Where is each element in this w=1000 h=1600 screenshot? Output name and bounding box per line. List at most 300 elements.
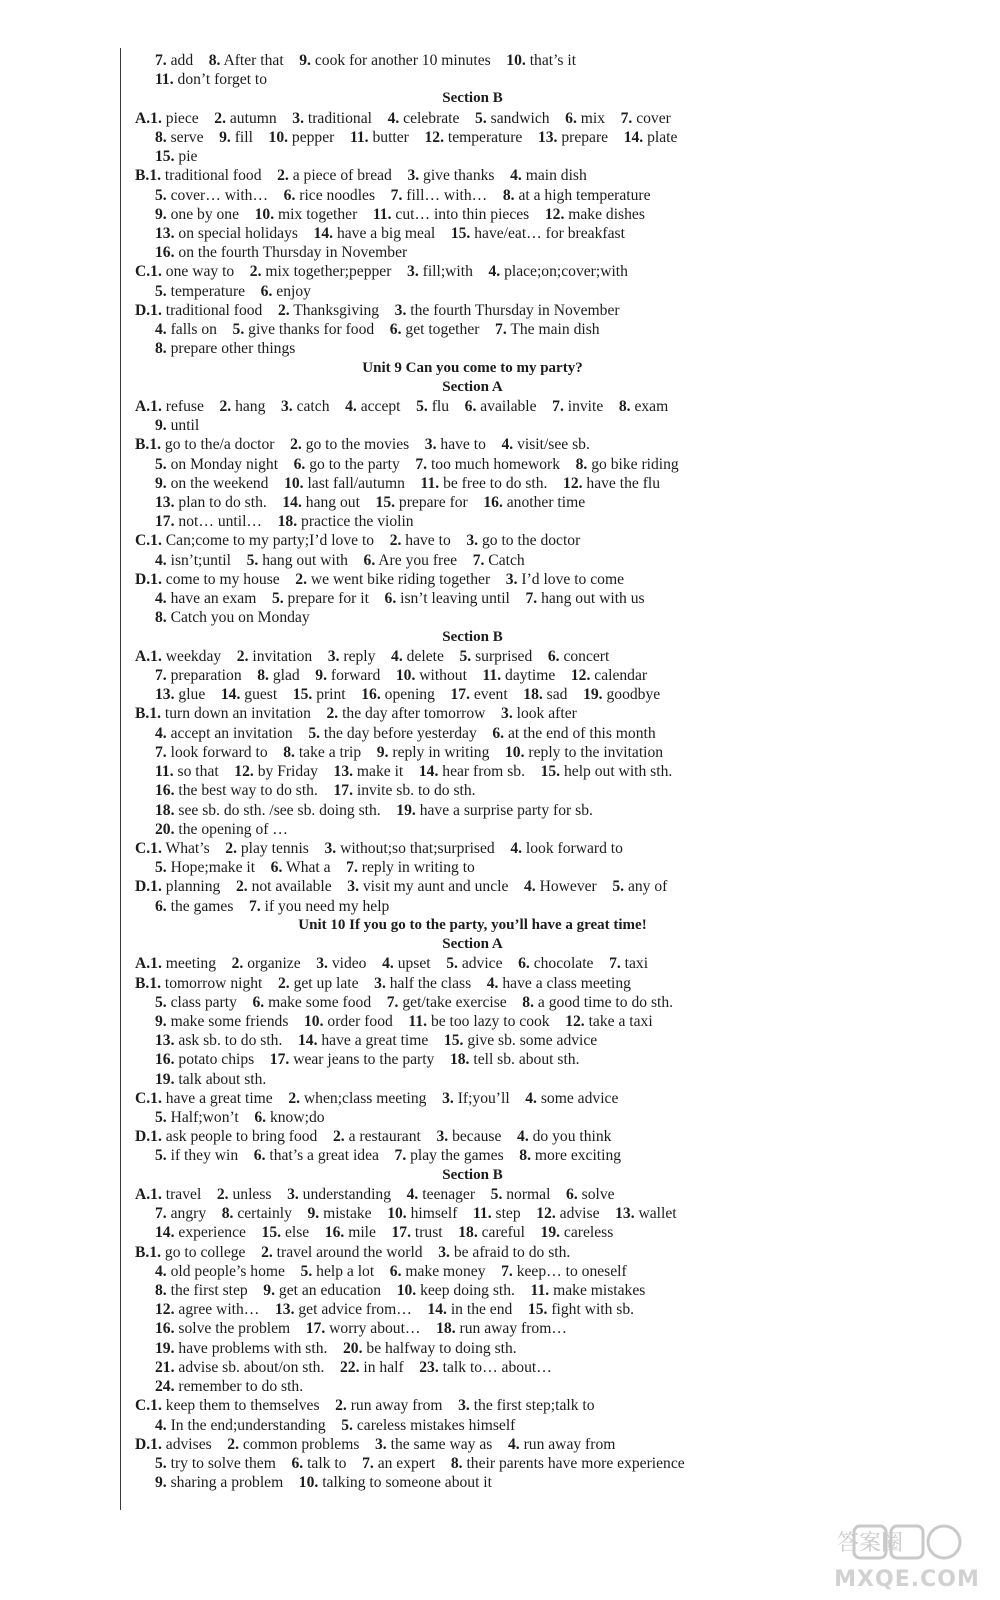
answer-item xyxy=(271,859,331,876)
answer-text: unless xyxy=(232,1185,272,1203)
answer-text: give sb. some advice xyxy=(467,1032,598,1050)
answer-line xyxy=(135,647,995,666)
answer-item xyxy=(503,187,651,204)
answer-item xyxy=(525,1090,618,1107)
answer-item xyxy=(519,1147,621,1164)
answer-item xyxy=(155,802,381,819)
answer-number: 3. xyxy=(407,167,420,185)
answer-item xyxy=(501,1263,627,1280)
answer-text: be afraid to do sth. xyxy=(453,1243,571,1261)
answer-number: 3. xyxy=(466,532,479,550)
answer-number: 3. xyxy=(292,109,304,127)
answer-line xyxy=(135,954,995,973)
answer-text: add xyxy=(170,52,194,69)
answer-number: 4. xyxy=(345,397,357,415)
answer-number: 10. xyxy=(284,474,304,492)
answer-item xyxy=(424,129,522,146)
answer-item xyxy=(334,763,404,780)
answer-number: 6. xyxy=(566,1185,578,1203)
answer-number: 6. xyxy=(291,1454,304,1472)
section-heading: Section B xyxy=(442,628,503,645)
answer-item xyxy=(325,1224,376,1241)
answer-item xyxy=(278,513,414,530)
answer-item xyxy=(407,263,473,280)
answer-text: certainly xyxy=(237,1205,292,1223)
answer-number: 19. xyxy=(540,1224,561,1242)
answer-number: 4. xyxy=(155,551,167,569)
answer-text: step xyxy=(495,1205,521,1223)
answer-text: visit/see sb. xyxy=(517,436,590,454)
answer-text: guest xyxy=(244,686,278,704)
answer-text: organize xyxy=(247,955,301,973)
answer-number: 10. xyxy=(268,128,289,146)
answer-number: 15. xyxy=(375,494,396,512)
answer-text: trust xyxy=(414,1224,443,1242)
answer-number: 10. xyxy=(298,1474,319,1492)
answer-number: 4. xyxy=(501,436,514,454)
answer-number: 4. xyxy=(155,321,167,339)
answer-number: 17. xyxy=(155,513,175,531)
answer-text: get advice from… xyxy=(298,1301,412,1319)
answer-line xyxy=(135,974,995,993)
answer-item xyxy=(563,475,660,492)
answer-text: make dishes xyxy=(568,205,645,223)
answer-item xyxy=(270,1051,435,1068)
answer-item xyxy=(565,110,605,127)
answer-text: solve the problem xyxy=(178,1320,291,1338)
answer-number: 13. xyxy=(155,494,175,512)
answer-text: because xyxy=(452,1128,502,1146)
answer-text: a good time to do sth. xyxy=(537,993,674,1011)
answer-item xyxy=(362,1455,435,1472)
answer-text: another time xyxy=(506,494,586,512)
exercise-label: A. xyxy=(135,109,151,127)
answer-item xyxy=(571,667,647,684)
answer-number: 5. xyxy=(155,859,167,877)
answer-text: taxi xyxy=(624,955,649,973)
answer-number: 8. xyxy=(155,340,167,358)
answer-number: 1. xyxy=(150,1397,162,1415)
answer-line xyxy=(135,1377,995,1396)
answer-item xyxy=(390,321,480,338)
answer-item xyxy=(155,52,193,69)
answer-text: sad xyxy=(546,686,568,704)
answer-item xyxy=(387,994,507,1011)
answer-item xyxy=(261,283,311,300)
answer-number: 3. xyxy=(442,1089,454,1107)
answer-item xyxy=(475,110,550,127)
answer-text: Hope;make it xyxy=(170,859,256,877)
answer-text: exam xyxy=(634,397,669,415)
answer-item xyxy=(257,667,299,684)
answer-number: 5. xyxy=(155,993,167,1011)
answer-text: order food xyxy=(327,1012,393,1030)
answer-item xyxy=(155,1301,259,1318)
answer-key-page xyxy=(135,51,995,1492)
answer-number: 6. xyxy=(270,859,283,877)
answer-text: go to the/a doctor xyxy=(164,436,275,454)
answer-number: 11. xyxy=(349,128,369,146)
answer-text: falls on xyxy=(170,321,217,339)
answer-text: that’s it xyxy=(529,52,577,69)
answer-item xyxy=(506,571,624,588)
answer-text: angry xyxy=(170,1205,207,1223)
answer-item xyxy=(350,129,409,146)
answer-number: 6. xyxy=(492,724,505,742)
answer-text: temperature xyxy=(170,282,246,300)
answer-text: have an exam xyxy=(170,590,257,608)
answer-text: However xyxy=(539,878,597,896)
answer-number: 5. xyxy=(155,1454,167,1472)
answer-item xyxy=(536,1205,599,1222)
answer-item xyxy=(446,955,502,972)
answer-number: 7. xyxy=(155,743,167,761)
answer-line xyxy=(135,1473,995,1492)
answer-number: 5. xyxy=(300,1262,313,1280)
answer-text: reply xyxy=(343,647,376,665)
answer-text: on the fourth Thursday in November xyxy=(178,244,408,262)
section-heading: Section A xyxy=(442,378,503,395)
answer-text: the best way to do sth. xyxy=(178,782,318,800)
answer-item xyxy=(438,1244,570,1261)
answer-text: reply to the invitation xyxy=(528,743,664,761)
answer-number: 15. xyxy=(450,224,471,242)
answer-item xyxy=(541,1224,614,1241)
answer-number: 16. xyxy=(155,244,175,262)
answer-item xyxy=(621,110,671,127)
answer-item xyxy=(451,225,625,242)
answer-text: goodbye xyxy=(606,686,661,704)
answer-item xyxy=(545,206,645,223)
answer-line xyxy=(135,858,995,877)
answer-item xyxy=(333,782,475,799)
answer-number: 10. xyxy=(505,743,525,761)
answer-text: go to the doctor xyxy=(481,532,581,550)
answer-number: 1. xyxy=(150,1128,162,1146)
answer-number: 15. xyxy=(261,1224,282,1242)
answer-number: 1. xyxy=(150,647,162,665)
answer-number: 7. xyxy=(620,109,633,127)
answer-item xyxy=(247,552,348,569)
answer-item xyxy=(298,1032,428,1049)
exercise-label: D. xyxy=(135,1128,151,1146)
answer-number: 12. xyxy=(544,205,565,223)
answer-line xyxy=(135,724,995,743)
answer-line xyxy=(135,1454,995,1473)
answer-text: be too lazy to cook xyxy=(430,1012,550,1030)
answer-text: hang out with us xyxy=(541,590,645,608)
answer-item xyxy=(255,206,358,223)
answer-text: rice noodles xyxy=(299,186,376,204)
answer-number: 7. xyxy=(525,590,538,608)
answer-item xyxy=(328,648,376,665)
answer-text: have a big meal xyxy=(336,224,436,242)
answer-number: 11. xyxy=(420,474,440,492)
answer-item xyxy=(364,552,458,569)
answer-line xyxy=(135,166,995,185)
answer-item xyxy=(390,1263,486,1280)
answer-text: make money xyxy=(405,1262,486,1280)
answer-item xyxy=(458,1224,525,1241)
answer-line xyxy=(135,435,995,454)
answer-item xyxy=(458,1397,594,1414)
answer-text: advise xyxy=(559,1205,600,1223)
answer-text: have a class meeting xyxy=(502,974,631,992)
answer-text: get together xyxy=(405,321,480,339)
answer-text: the first step;talk to xyxy=(473,1397,595,1415)
answer-number: 6. xyxy=(283,186,296,204)
answer-text: at a high temperature xyxy=(518,186,651,204)
answer-text: Thanksgiving xyxy=(293,301,380,319)
answer-text: agree with… xyxy=(178,1301,260,1319)
answer-number: 15. xyxy=(443,1032,464,1050)
answer-text: a restaurant xyxy=(348,1128,421,1146)
answer-text: fight with sb. xyxy=(551,1301,635,1319)
answer-number: 7. xyxy=(501,1262,513,1280)
answer-item xyxy=(155,552,231,569)
answer-number: 1. xyxy=(150,109,162,127)
answer-item xyxy=(155,340,295,357)
answer-number: 9. xyxy=(263,1282,275,1299)
answer-item xyxy=(269,129,335,146)
answer-text: pepper xyxy=(291,128,335,146)
answer-text: go bike riding xyxy=(591,455,679,473)
answer-item xyxy=(290,436,409,453)
answer-line xyxy=(135,1339,995,1358)
answer-text: the day after tomorrow xyxy=(342,705,486,723)
answer-text: isn’t leaving until xyxy=(400,590,510,608)
answer-item xyxy=(155,725,293,742)
answer-item xyxy=(333,1128,421,1145)
answer-line xyxy=(135,1396,995,1415)
answer-number: 7. xyxy=(390,186,403,204)
answer-number: 20. xyxy=(155,820,175,838)
answer-number: 3. xyxy=(501,705,513,723)
answer-item xyxy=(149,167,261,184)
answer-item xyxy=(382,955,431,972)
answer-text: remember to do sth. xyxy=(178,1378,304,1396)
answer-item xyxy=(150,955,216,972)
answer-text: cover xyxy=(636,109,671,127)
answer-number: 10. xyxy=(387,1205,407,1223)
answer-number: 4. xyxy=(525,1089,537,1107)
answer-item xyxy=(254,1147,379,1164)
answer-text: cut… into thin pieces xyxy=(395,205,530,223)
answer-text: celebrate xyxy=(403,109,460,127)
answer-item xyxy=(150,1186,201,1203)
answer-line xyxy=(135,224,995,243)
answer-text: without;so that;surprised xyxy=(340,839,495,857)
answer-line xyxy=(135,704,995,723)
answer-number: 4. xyxy=(406,1185,419,1203)
answer-number: 22. xyxy=(339,1358,360,1376)
answer-item xyxy=(619,398,668,415)
answer-text: play tennis xyxy=(240,839,309,857)
answer-line xyxy=(135,839,995,858)
answer-item xyxy=(155,1071,266,1088)
answer-number: 4. xyxy=(155,1262,167,1280)
answer-text: isn’t;until xyxy=(170,551,231,569)
section-heading: Unit 9 Can you come to my party? xyxy=(362,359,583,376)
answer-number: 13. xyxy=(615,1205,635,1223)
answer-text: concert xyxy=(563,647,610,665)
exercise-label: D. xyxy=(135,301,151,319)
answer-item xyxy=(155,763,219,780)
answer-item xyxy=(341,1417,515,1434)
answer-line xyxy=(135,1185,995,1204)
answer-number: 2. xyxy=(214,109,226,127)
answer-number: 13. xyxy=(274,1301,295,1319)
answer-item xyxy=(275,1301,412,1318)
answer-item xyxy=(492,725,655,742)
answer-item xyxy=(375,1436,492,1453)
answer-number: 8. xyxy=(155,128,167,146)
answer-item xyxy=(299,1474,492,1491)
answer-item xyxy=(552,398,603,415)
answer-number: 5. xyxy=(416,397,428,415)
answer-number: 8. xyxy=(618,397,631,415)
answer-number: 2. xyxy=(216,1185,229,1203)
answer-item xyxy=(155,1263,285,1280)
answer-text: go to college xyxy=(164,1243,246,1261)
answer-text: so that xyxy=(177,763,219,781)
answer-item xyxy=(155,1032,282,1049)
answer-item xyxy=(155,686,205,703)
answer-number: 23. xyxy=(419,1358,439,1376)
answer-number: 11. xyxy=(472,1205,492,1223)
answer-text: careless mistakes himself xyxy=(356,1416,516,1434)
exercise-label: A. xyxy=(135,955,151,973)
answer-line xyxy=(135,1262,995,1281)
answer-item xyxy=(155,1109,239,1126)
answer-number: 1. xyxy=(150,570,162,588)
answer-item xyxy=(416,398,449,415)
answer-item xyxy=(288,1090,426,1107)
answer-line xyxy=(135,1012,995,1031)
answer-item xyxy=(150,302,262,319)
answer-text: worry about… xyxy=(329,1320,421,1338)
answer-item xyxy=(488,263,627,280)
answer-item xyxy=(308,725,476,742)
answer-line xyxy=(135,512,995,531)
answer-number: 2. xyxy=(249,263,262,281)
answer-line xyxy=(135,1127,995,1146)
answer-item xyxy=(612,878,667,895)
answer-text: have the flu xyxy=(586,474,661,492)
answer-number: 5. xyxy=(612,878,625,896)
answer-line xyxy=(135,301,995,320)
answer-item xyxy=(155,1320,290,1337)
answer-number: 9. xyxy=(155,417,167,435)
site-watermark xyxy=(832,1522,982,1592)
answer-item xyxy=(219,398,265,415)
answer-item xyxy=(287,1186,391,1203)
answer-item xyxy=(524,878,597,895)
answer-item xyxy=(155,456,278,473)
answer-text: take a taxi xyxy=(588,1012,653,1030)
answer-text: that’s a great idea xyxy=(269,1147,379,1165)
answer-number: 9. xyxy=(155,1012,167,1030)
answer-text: plan to do sth. xyxy=(178,494,267,512)
answer-item xyxy=(217,1186,272,1203)
answer-item xyxy=(396,802,593,819)
answer-number: 1. xyxy=(150,263,162,281)
answer-line xyxy=(135,1416,995,1435)
answer-number: 19. xyxy=(155,1339,175,1357)
answer-line xyxy=(135,1243,995,1262)
answer-number: 6. xyxy=(464,397,477,415)
answer-text: glad xyxy=(272,667,300,684)
answer-item xyxy=(491,1186,551,1203)
answer-line xyxy=(135,1319,995,1338)
answer-item xyxy=(427,1301,512,1318)
answer-number: 8. xyxy=(575,455,588,473)
answer-number: 3. xyxy=(438,1243,450,1261)
answer-text: Are you free xyxy=(378,551,458,569)
answer-number: 1. xyxy=(150,878,162,896)
answer-number: 3. xyxy=(458,1397,470,1415)
answer-text: cook for another 10 minutes xyxy=(314,52,491,69)
answer-number: 7. xyxy=(552,397,564,415)
answer-text: run away from… xyxy=(459,1320,567,1338)
answer-number: 12. xyxy=(424,128,444,146)
answer-item xyxy=(419,1359,552,1376)
answer-line xyxy=(135,743,995,762)
answer-text: get an education xyxy=(278,1282,382,1299)
answer-text: teenager xyxy=(422,1185,476,1203)
answer-item xyxy=(624,129,678,146)
answer-number: 3. xyxy=(327,647,340,665)
answer-text: make it xyxy=(356,763,404,781)
answer-text: advises xyxy=(165,1435,212,1453)
answer-text: try to solve them xyxy=(170,1454,276,1472)
answer-text: available xyxy=(480,397,537,415)
answer-item xyxy=(346,859,475,876)
answer-number: 13. xyxy=(155,224,175,242)
answer-number: 3. xyxy=(375,1435,387,1453)
answer-number: 18. xyxy=(449,1051,470,1069)
answer-number: 5. xyxy=(155,1147,167,1165)
answer-item xyxy=(155,283,245,300)
answer-number: 4. xyxy=(387,109,400,127)
answer-text: last fall/autumn xyxy=(307,474,405,492)
answer-item xyxy=(304,1013,393,1030)
answer-text: give thanks xyxy=(423,167,495,185)
answer-text: make mistakes xyxy=(553,1282,646,1299)
answer-item xyxy=(518,955,593,972)
answer-item xyxy=(149,436,274,453)
answer-item xyxy=(225,840,309,857)
answer-item xyxy=(155,1378,303,1395)
answer-text: mile xyxy=(348,1224,376,1242)
answer-number: 16. xyxy=(483,494,503,512)
answer-item xyxy=(155,71,267,88)
answer-line xyxy=(135,474,995,493)
answer-item xyxy=(307,1205,371,1222)
answer-number: 10. xyxy=(396,1282,417,1299)
answer-item xyxy=(387,1205,457,1222)
exercise-label: B. xyxy=(135,436,150,454)
answer-text: catch xyxy=(296,397,330,415)
answer-number: 2. xyxy=(277,167,289,185)
answer-item xyxy=(155,821,288,838)
answer-line xyxy=(135,1031,995,1050)
answer-item xyxy=(541,763,673,780)
answer-number: 4. xyxy=(510,167,522,185)
answer-number: 9. xyxy=(155,205,167,223)
answer-number: 13. xyxy=(155,686,175,704)
answer-number: 2. xyxy=(277,974,290,992)
